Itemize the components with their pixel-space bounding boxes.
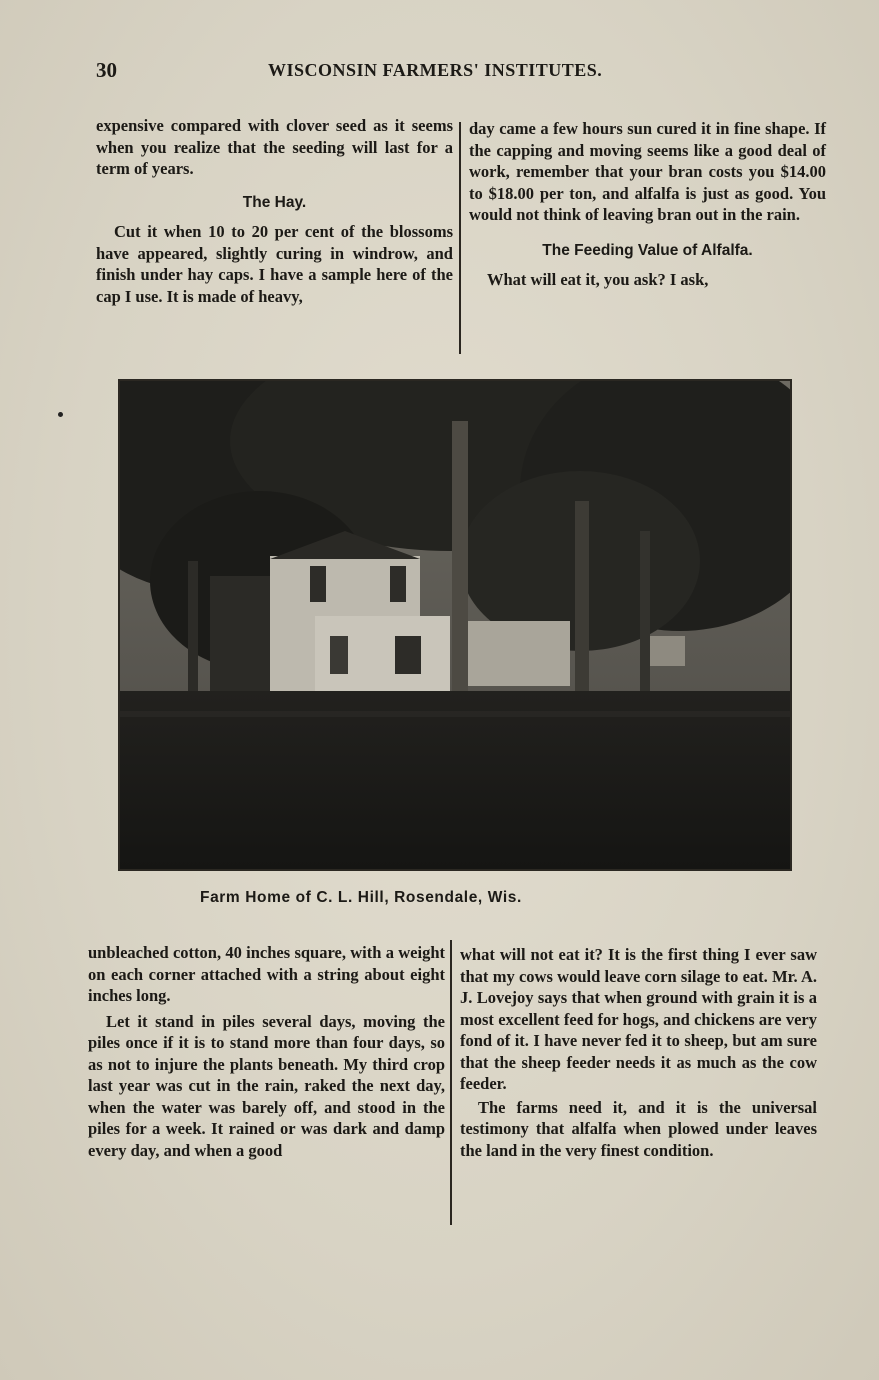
- column-rule: [450, 940, 452, 1225]
- bottom-left-column: [88, 942, 445, 1161]
- paragraph: Let it stand in piles several days, moving the piles once if it is to stand more than four days, so as not to injure the plants beneath. My third crop last year was cut in the rain, raked the next day, when the water was barely off, and stood in the piles for a week. It rained or was dark and damp every day, and when a good: [88, 1011, 445, 1160]
- page-header: [96, 58, 656, 88]
- top-left-column: [96, 115, 453, 307]
- page-number: 30: [96, 58, 117, 82]
- paragraph: Cut it when 10 to 20 per cent of the blossoms have appeared, slightly curing in windrow, and finish under hay caps. I have a sample here of the cap I use. It is made of heavy,: [96, 222, 453, 306]
- top-right-column: [469, 118, 826, 291]
- running-head: WISCONSIN FARMERS' INSTITUTES.: [268, 60, 603, 80]
- ink-speck: [58, 412, 63, 417]
- column-rule: [459, 122, 461, 354]
- farm-home-photograph: [118, 379, 792, 871]
- bottom-right-column: [460, 944, 817, 1161]
- paragraph: unbleached cotton, 40 inches square, with a weight on each corner attached with a string about eight inches long.: [88, 943, 445, 1005]
- paragraph: expensive compared with clover seed as it seems when you realize that the seeding will last for a term of years.: [96, 116, 453, 178]
- section-heading: The Hay.: [242, 193, 307, 211]
- paragraph: what will not eat it? It is the first thing I ever saw that my cows would leave corn silage to eat. Mr. A. J. Lovejoy says that when ground with grain it is a most excellent feed for hogs, and chickens are very fond of it. I have never fed it to sheep, but am sure that the sheep feeder needs it as much as the cow feeder.: [460, 945, 817, 1093]
- photo-illustration: [120, 381, 790, 869]
- paragraph: day came a few hours sun cured it in fine shape. If the capping and moving seems like a good deal of work, remember that your bran costs you $14.00 to $18.00 per ton, and alfalfa is just as good. You would not think of leaving bran out in the rain.: [469, 119, 826, 224]
- paragraph: The farms need it, and it is the universal testimony that alfalfa when plowed under leaves the land in the very finest condition.: [460, 1097, 817, 1160]
- figure-caption: Farm Home of C. L. Hill, Rosendale, Wis.: [200, 889, 522, 906]
- paragraph: What will eat it, you ask? I ask,: [487, 270, 709, 289]
- section-heading: The Feeding Value of Alfalfa.: [542, 241, 753, 259]
